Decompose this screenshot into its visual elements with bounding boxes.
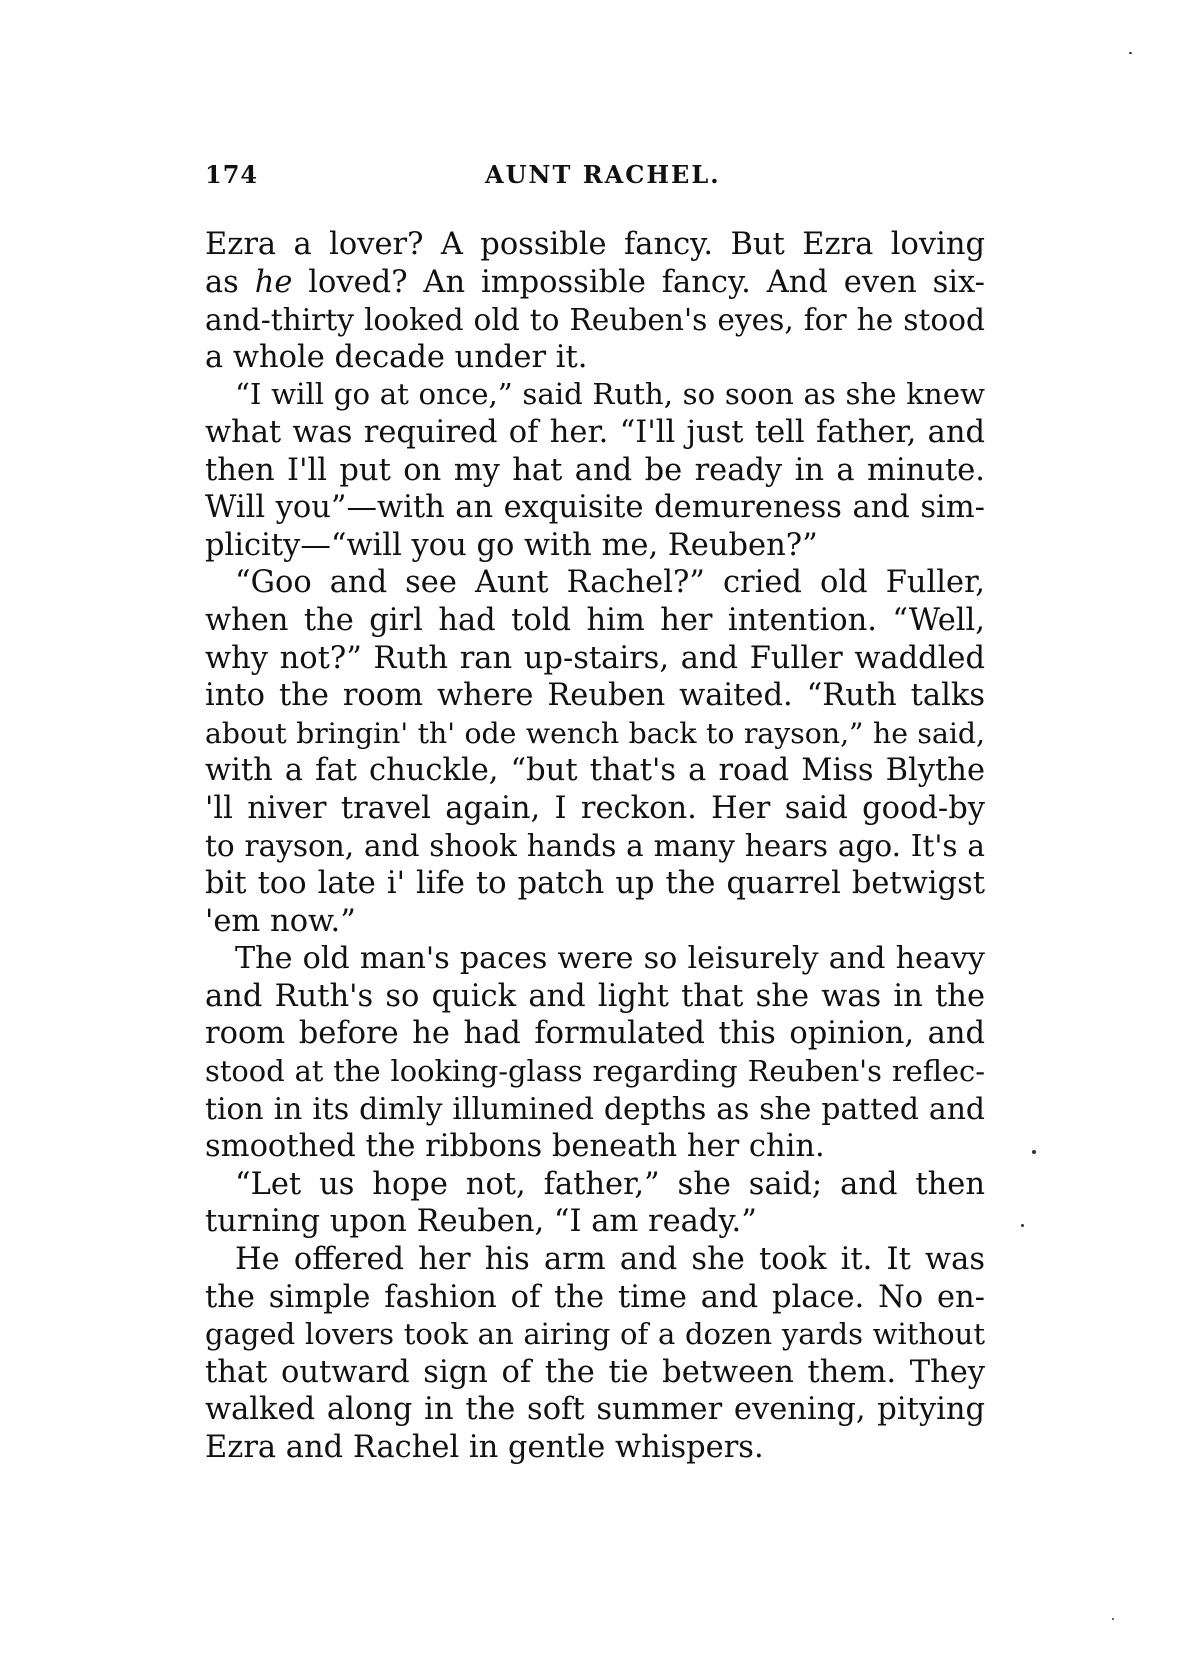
text-line: bit too late i' life to patch up the quarrel betwigst [205,866,985,902]
text-line: when the girl had told him her intention. “Well, [205,602,985,638]
text-line: the simple fashion of the time and place. No en- [205,1279,985,1315]
text-line: into the room where Reuben waited. “Ruth talks [205,678,985,714]
scan-speck [1021,1224,1024,1227]
text-line: 'll niver travel again, I reckon. Her said good-by [205,790,985,826]
text-line: The old man's paces were so leisurely and heavy [235,941,985,977]
text-line: and-thirty looked old to Reuben's eyes, for he stood [205,302,985,338]
text-line: 'em now.” [205,903,356,939]
text-line: a whole decade under it. [205,339,588,375]
text-line: “I will go at once,” said Ruth, so soon as she knew [235,377,985,412]
text-line: to rayson, and shook hands a many hears ago. It's a [205,828,985,863]
text-line: with a fat chuckle, “but that's a road Miss Blythe [205,753,985,789]
scan-speck [1129,52,1132,54]
scan-speck [1032,1150,1036,1154]
text-line: He offered her his arm and she took it. It was [235,1242,985,1278]
running-head [205,160,985,196]
text-line: that outward sign of the tie between them. They [205,1354,985,1390]
text-line: stood at the looking-glass regarding Reuben's reflec- [205,1054,985,1089]
text-line: plicity—“will you go with me, Reuben?” [205,527,818,563]
text-line: and Ruth's so quick and light that she was in the [205,978,985,1014]
text-line: what was required of her. “I'll just tell father, and [205,414,985,450]
text-line: walked along in the soft summer evening, pitying [205,1392,985,1428]
text-line: gaged lovers took an airing of a dozen yards without [205,1317,985,1352]
page-number: 174 [205,160,259,189]
text-line: why not?” Ruth ran up-stairs, and Fuller waddled [205,640,985,676]
text-line: turning upon Reuben, “I am ready.” [205,1204,757,1240]
body-text [205,226,985,1467]
running-title: AUNT RACHEL. [485,160,721,189]
text-line: Will you”—with an exquisite demureness and sim- [205,490,985,526]
scan-speck [1112,1618,1114,1620]
text-line: Ezra a lover? A possible fancy. But Ezra loving [205,227,985,262]
text-line: then I'll put on my hat and be ready in a minute. [205,452,985,488]
text-line: Ezra and Rachel in gentle whispers. [205,1430,764,1465]
text-line: tion in its dimly illumined depths as she patted and [205,1091,985,1127]
text-line: room before he had formulated this opinion, and [205,1016,985,1052]
text-line: “Let us hope not, father,” she said; and then [235,1166,985,1202]
text-line: “Goo and see Aunt Rachel?” cried old Fuller, [235,565,985,601]
text-line: as he loved? An impossible fancy. And even six- [205,264,985,300]
emphasis: he [254,264,293,300]
text-line: about bringin' th' ode wench back to rayson,” he said, [205,716,985,750]
text-line: smoothed the ribbons beneath her chin. [205,1129,825,1165]
